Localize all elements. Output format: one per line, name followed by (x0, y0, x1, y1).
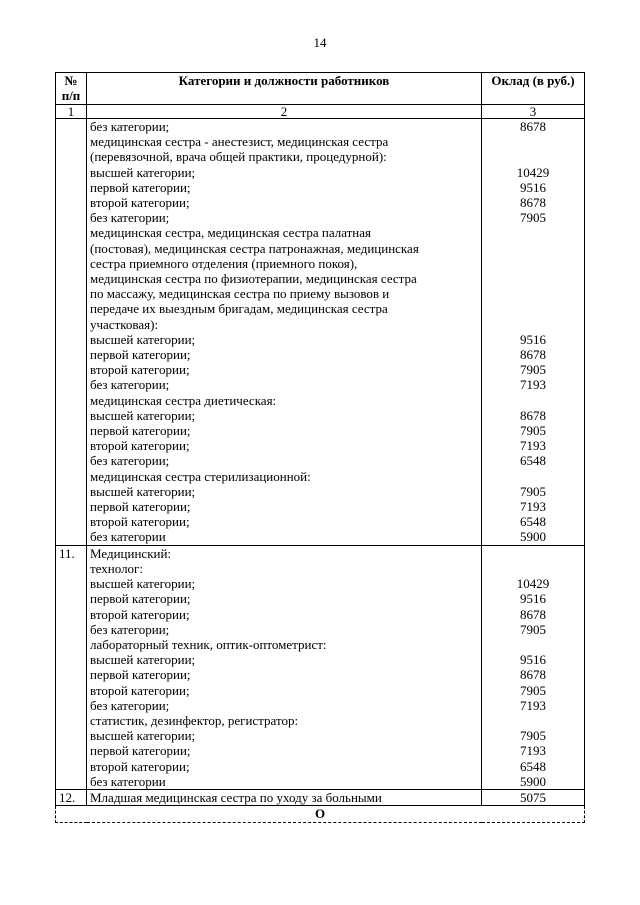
row-number (56, 347, 87, 362)
table-row (56, 286, 585, 301)
table-row (56, 332, 585, 347)
row-number (56, 591, 87, 606)
salary-table (55, 72, 585, 823)
row-salary (482, 393, 585, 408)
row-number (56, 484, 87, 499)
row-category: без категории; (87, 698, 482, 713)
row-category: первой категории; (87, 591, 482, 606)
header-salary: Оклад (в руб.) (482, 73, 585, 105)
row-salary (482, 256, 585, 271)
table-row (56, 499, 585, 514)
row-salary (482, 317, 585, 332)
row-salary: 6548 (482, 759, 585, 774)
table-row (56, 561, 585, 576)
row-category: без категории; (87, 453, 482, 468)
table-row (56, 271, 585, 286)
row-salary: 6548 (482, 514, 585, 529)
table-row (56, 393, 585, 408)
table-row (56, 683, 585, 698)
row-number (56, 499, 87, 514)
row-category: первой категории; (87, 743, 482, 758)
row-salary (482, 301, 585, 316)
row-number (56, 698, 87, 713)
row-number: 11. (56, 545, 87, 561)
row-category: лабораторный техник, оптик-оптометрист: (87, 637, 482, 652)
table-row (56, 119, 585, 135)
row-number (56, 225, 87, 240)
table-header (56, 73, 585, 105)
table-body (56, 105, 585, 806)
row-salary (482, 545, 585, 561)
row-number (56, 774, 87, 790)
row-category: медицинская сестра, медицинская сестра палатная (87, 225, 482, 240)
row-category: без категории (87, 529, 482, 545)
row-salary: 9516 (482, 332, 585, 347)
row-number (56, 438, 87, 453)
table-row (56, 576, 585, 591)
table-row (56, 713, 585, 728)
row-category: первой категории; (87, 347, 482, 362)
row-number (56, 561, 87, 576)
table-row (56, 728, 585, 743)
table-row (56, 591, 585, 606)
row-number (56, 667, 87, 682)
row-category: медицинская сестра по физиотерапии, медицинская сестра (87, 271, 482, 286)
table-row (56, 529, 585, 545)
row-number (56, 637, 87, 652)
row-category: сестра приемного отделения (приемного покоя), (87, 256, 482, 271)
row-number (56, 759, 87, 774)
row-salary: 8678 (482, 408, 585, 423)
table-footer-text: О (56, 806, 585, 823)
row-salary: 5900 (482, 529, 585, 545)
row-category: технолог: (87, 561, 482, 576)
row-number (56, 301, 87, 316)
table-row (56, 195, 585, 210)
row-number (56, 210, 87, 225)
table-row (56, 469, 585, 484)
row-category: по массажу, медицинская сестра по приему вызовов и (87, 286, 482, 301)
row-salary: 5900 (482, 774, 585, 790)
row-category: Медицинский: (87, 545, 482, 561)
table-row (56, 301, 585, 316)
table-row (56, 484, 585, 499)
row-number (56, 393, 87, 408)
row-category: передаче их выездным бригадам, медицинская сестра (87, 301, 482, 316)
table-row (56, 453, 585, 468)
column-index: 1 (56, 105, 87, 119)
row-number (56, 683, 87, 698)
row-salary (482, 286, 585, 301)
row-number (56, 408, 87, 423)
row-category: высшей категории; (87, 576, 482, 591)
row-number (56, 514, 87, 529)
table-row (56, 698, 585, 713)
row-category: второй категории; (87, 514, 482, 529)
row-category: первой категории; (87, 499, 482, 514)
row-salary: 7905 (482, 728, 585, 743)
row-number (56, 165, 87, 180)
table-row (56, 210, 585, 225)
row-number (56, 286, 87, 301)
table-row (56, 423, 585, 438)
table-row (56, 165, 585, 180)
row-salary (482, 713, 585, 728)
table-row (56, 317, 585, 332)
row-category: второй категории; (87, 362, 482, 377)
row-category: первой категории; (87, 423, 482, 438)
row-category: первой категории; (87, 667, 482, 682)
row-number (56, 317, 87, 332)
row-salary (482, 225, 585, 240)
header-number: № п/п (56, 73, 87, 105)
table-row (56, 134, 585, 149)
table-row (56, 607, 585, 622)
row-category: высшей категории; (87, 652, 482, 667)
header-category: Категории и должности работников (87, 73, 482, 105)
row-number (56, 469, 87, 484)
row-category: без категории (87, 774, 482, 790)
table-row (56, 789, 585, 805)
table-row (56, 180, 585, 195)
row-salary (482, 469, 585, 484)
row-salary: 7193 (482, 499, 585, 514)
row-salary: 8678 (482, 119, 585, 135)
row-number (56, 119, 87, 135)
row-number (56, 529, 87, 545)
table-row (56, 256, 585, 271)
row-salary: 7905 (482, 484, 585, 499)
row-number (56, 453, 87, 468)
row-category: без категории; (87, 119, 482, 135)
row-category: участковая): (87, 317, 482, 332)
table-row (56, 759, 585, 774)
row-salary: 8678 (482, 607, 585, 622)
row-number (56, 195, 87, 210)
row-category: медицинская сестра стерилизационной: (87, 469, 482, 484)
table-row (56, 241, 585, 256)
row-salary (482, 149, 585, 164)
row-category: без категории; (87, 377, 482, 392)
column-index-row (56, 105, 585, 119)
row-salary: 6548 (482, 453, 585, 468)
row-number (56, 713, 87, 728)
column-index: 3 (482, 105, 585, 119)
row-number (56, 423, 87, 438)
table-row (56, 362, 585, 377)
row-category: без категории; (87, 210, 482, 225)
row-salary: 7905 (482, 362, 585, 377)
row-category: второй категории; (87, 195, 482, 210)
row-salary (482, 271, 585, 286)
row-number: 12. (56, 789, 87, 805)
table-row (56, 514, 585, 529)
row-number (56, 652, 87, 667)
row-category: высшей категории; (87, 408, 482, 423)
row-category: высшей категории; (87, 165, 482, 180)
row-salary: 10429 (482, 576, 585, 591)
row-number (56, 728, 87, 743)
row-number (56, 149, 87, 164)
table-row (56, 652, 585, 667)
table-row (56, 438, 585, 453)
row-number (56, 576, 87, 591)
table-row (56, 637, 585, 652)
row-salary (482, 637, 585, 652)
table-row (56, 149, 585, 164)
table-row (56, 377, 585, 392)
row-category: высшей категории; (87, 728, 482, 743)
row-salary: 5075 (482, 789, 585, 805)
row-category: второй категории; (87, 438, 482, 453)
row-salary: 9516 (482, 652, 585, 667)
row-salary: 7905 (482, 423, 585, 438)
row-salary: 10429 (482, 165, 585, 180)
row-salary: 9516 (482, 591, 585, 606)
row-number (56, 743, 87, 758)
row-salary: 7905 (482, 622, 585, 637)
row-number (56, 362, 87, 377)
table-row (56, 545, 585, 561)
table-row (56, 774, 585, 790)
row-salary: 9516 (482, 180, 585, 195)
row-number (56, 622, 87, 637)
row-number (56, 241, 87, 256)
column-index: 2 (87, 105, 482, 119)
row-salary: 7193 (482, 698, 585, 713)
page-number: 14 (313, 35, 327, 50)
table-row (56, 225, 585, 240)
table-footer-row (56, 806, 585, 823)
row-number (56, 180, 87, 195)
row-category: медицинская сестра - анестезист, медицинская сестра (87, 134, 482, 149)
table-row (56, 622, 585, 637)
row-salary (482, 134, 585, 149)
row-salary (482, 561, 585, 576)
row-salary: 7193 (482, 377, 585, 392)
row-number (56, 256, 87, 271)
row-salary: 8678 (482, 195, 585, 210)
row-salary: 7905 (482, 210, 585, 225)
row-number (56, 134, 87, 149)
row-category: без категории; (87, 622, 482, 637)
table-row (56, 347, 585, 362)
table-row (56, 667, 585, 682)
table-row (56, 408, 585, 423)
row-category: (перевязочной, врача общей практики, процедурной): (87, 149, 482, 164)
row-number (56, 607, 87, 622)
row-category: статистик, дезинфектор, регистратор: (87, 713, 482, 728)
row-salary: 8678 (482, 667, 585, 682)
table-row (56, 743, 585, 758)
row-number (56, 377, 87, 392)
row-salary: 7193 (482, 743, 585, 758)
row-category: медицинская сестра диетическая: (87, 393, 482, 408)
row-salary: 7193 (482, 438, 585, 453)
row-salary: 7905 (482, 683, 585, 698)
row-category: Младшая медицинская сестра по уходу за больными (87, 789, 482, 805)
row-category: второй категории; (87, 683, 482, 698)
row-category: высшей категории; (87, 484, 482, 499)
row-salary (482, 241, 585, 256)
row-category: второй категории; (87, 759, 482, 774)
row-category: высшей категории; (87, 332, 482, 347)
row-number (56, 332, 87, 347)
row-category: второй категории; (87, 607, 482, 622)
row-number (56, 271, 87, 286)
row-salary: 8678 (482, 347, 585, 362)
row-category: (постовая), медицинская сестра патронажная, медицинская (87, 241, 482, 256)
row-category: первой категории; (87, 180, 482, 195)
